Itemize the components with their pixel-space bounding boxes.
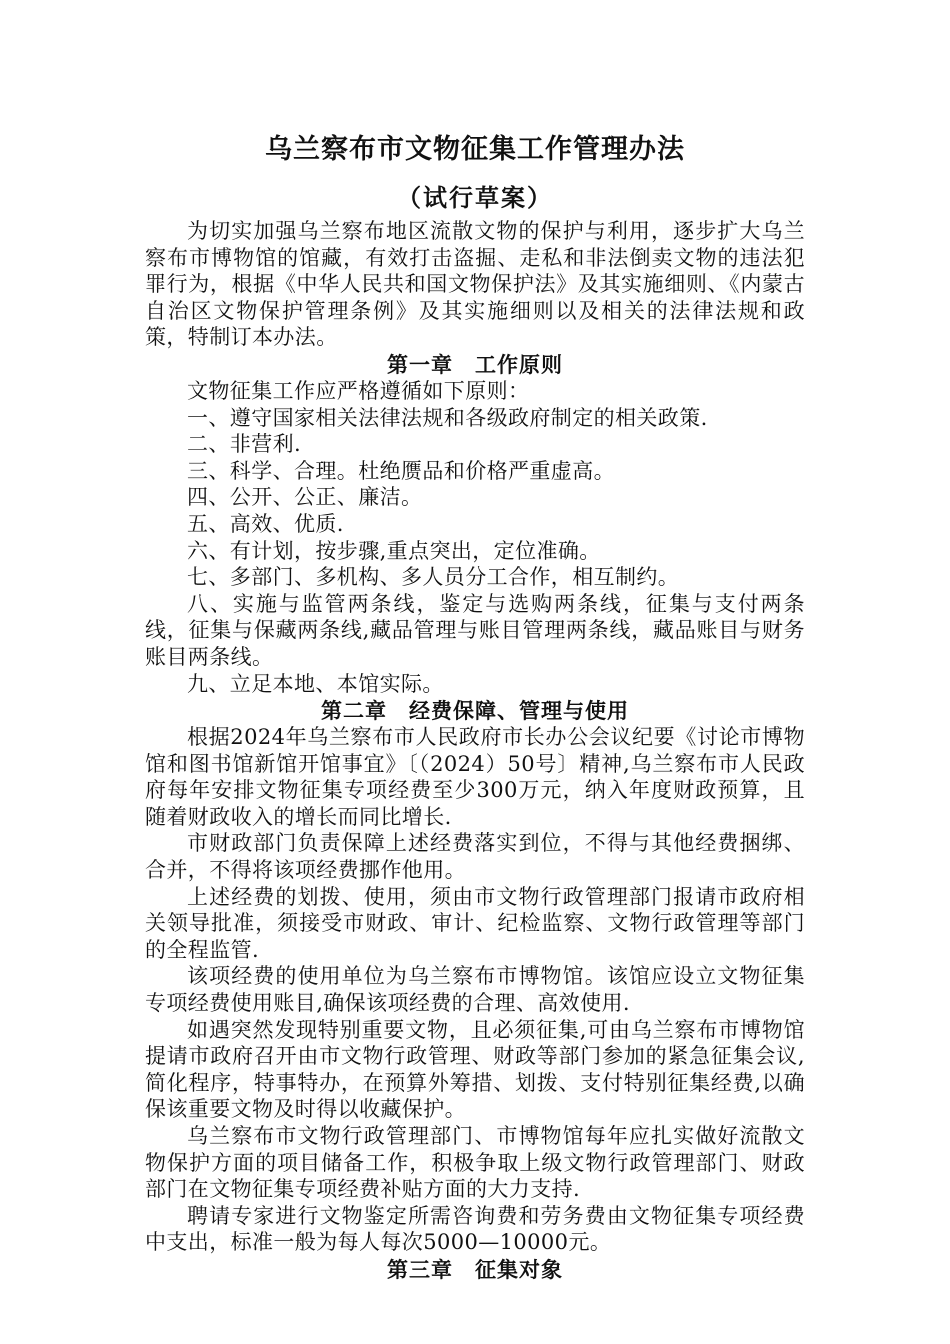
chapter-heading-2: 第二章 经费保障、管理与使用 — [321, 698, 629, 724]
principle-item: 三、科学、合理。杜绝赝品和价格严重虚高。 — [187, 458, 615, 483]
document-subtitle: （试行草案） — [397, 183, 553, 212]
principle-item: 一、遵守国家相关法律法规和各级政府制定的相关政策. — [187, 405, 708, 430]
paragraph: 乌兰察布市文物行政管理部门、市博物馆每年应扎实做好流散文物保护方面的项目储备工作，积极争取上级文物行政管理部门、财政部门在文物征集专项经费补贴方面的大力支持. — [145, 1124, 805, 1202]
paragraph: 市财政部门负责保障上述经费落实到位，不得与其他经费捆绑、合并，不得将该项经费挪作他用。 — [145, 831, 805, 883]
principle-item: 二、非营利. — [187, 432, 302, 457]
paragraph: 文物征集工作应严格遵循如下原则： — [187, 378, 530, 403]
document-title: 乌兰察布市文物征集工作管理办法 — [265, 134, 685, 165]
paragraph: 该项经费的使用单位为乌兰察布市博物馆。该馆应设立文物征集专项经费使用账目,确保该项经费的合理、高效使用. — [145, 964, 805, 1016]
paragraph: 上述经费的划拨、使用，须由市文物行政管理部门报请市政府相关领导批准，须接受市财政、审计、纪检监察、文物行政管理等部门的全程监管. — [145, 884, 805, 962]
paragraph: 根据2024年乌兰察布市人民政府市长办公会议纪要《讨论市博物馆和图书馆新馆开馆事宜》〔（2024）50号〕精神,乌兰察布市人民政府每年安排文物征集专项经费至少300万元，纳入年度财政预算，且随着财政收入的增长而同比增长. — [145, 725, 805, 829]
principle-item: 七、多部门、多机构、多人员分工合作，相互制约。 — [187, 565, 680, 590]
principle-item: 八、实施与监管两条线，鉴定与选购两条线，征集与支付两条线，征集与保藏两条线,藏品管理与账目管理两条线，藏品账目与财务账目两条线。 — [145, 591, 805, 669]
principle-item: 九、立足本地、本馆实际。 — [187, 671, 444, 696]
principle-item: 六、有计划，按步骤,重点突出，定位准确。 — [187, 538, 601, 563]
chapter-heading-1: 第一章 工作原则 — [387, 351, 563, 377]
document-page — [145, 128, 805, 1283]
paragraph: 聘请专家进行文物鉴定所需咨询费和劳务费由文物征集专项经费中支出，标准一般为每人每次5000—10000元。 — [145, 1203, 805, 1255]
document-body — [145, 218, 805, 1283]
paragraph: 如遇突然发现特别重要文物，且必须征集,可由乌兰察布市博物馆提请市政府召开由市文物行政管理、财政等部门参加的紧急征集会议,简化程序，特事特办，在预算外筹措、划拨、支付特别征集经费,以确保该重要文物及时得以收藏保护。 — [145, 1017, 805, 1122]
principle-item: 四、公开、公正、廉洁。 — [187, 485, 423, 510]
principle-item: 五、高效、优质. — [187, 511, 344, 536]
intro-paragraph: 为切实加强乌兰察布地区流散文物的保护与利用，逐步扩大乌兰察布市博物馆的馆藏，有效打击盗掘、走私和非法倒卖文物的违法犯罪行为，根据《中华人民共和国文物保护法》及其实施细则、《内蒙古自治区文物保护管理条例》及其实施细则以及相关的法律法规和政策，特制订本办法。 — [145, 219, 805, 350]
chapter-heading-3: 第三章 征集对象 — [387, 1256, 563, 1282]
